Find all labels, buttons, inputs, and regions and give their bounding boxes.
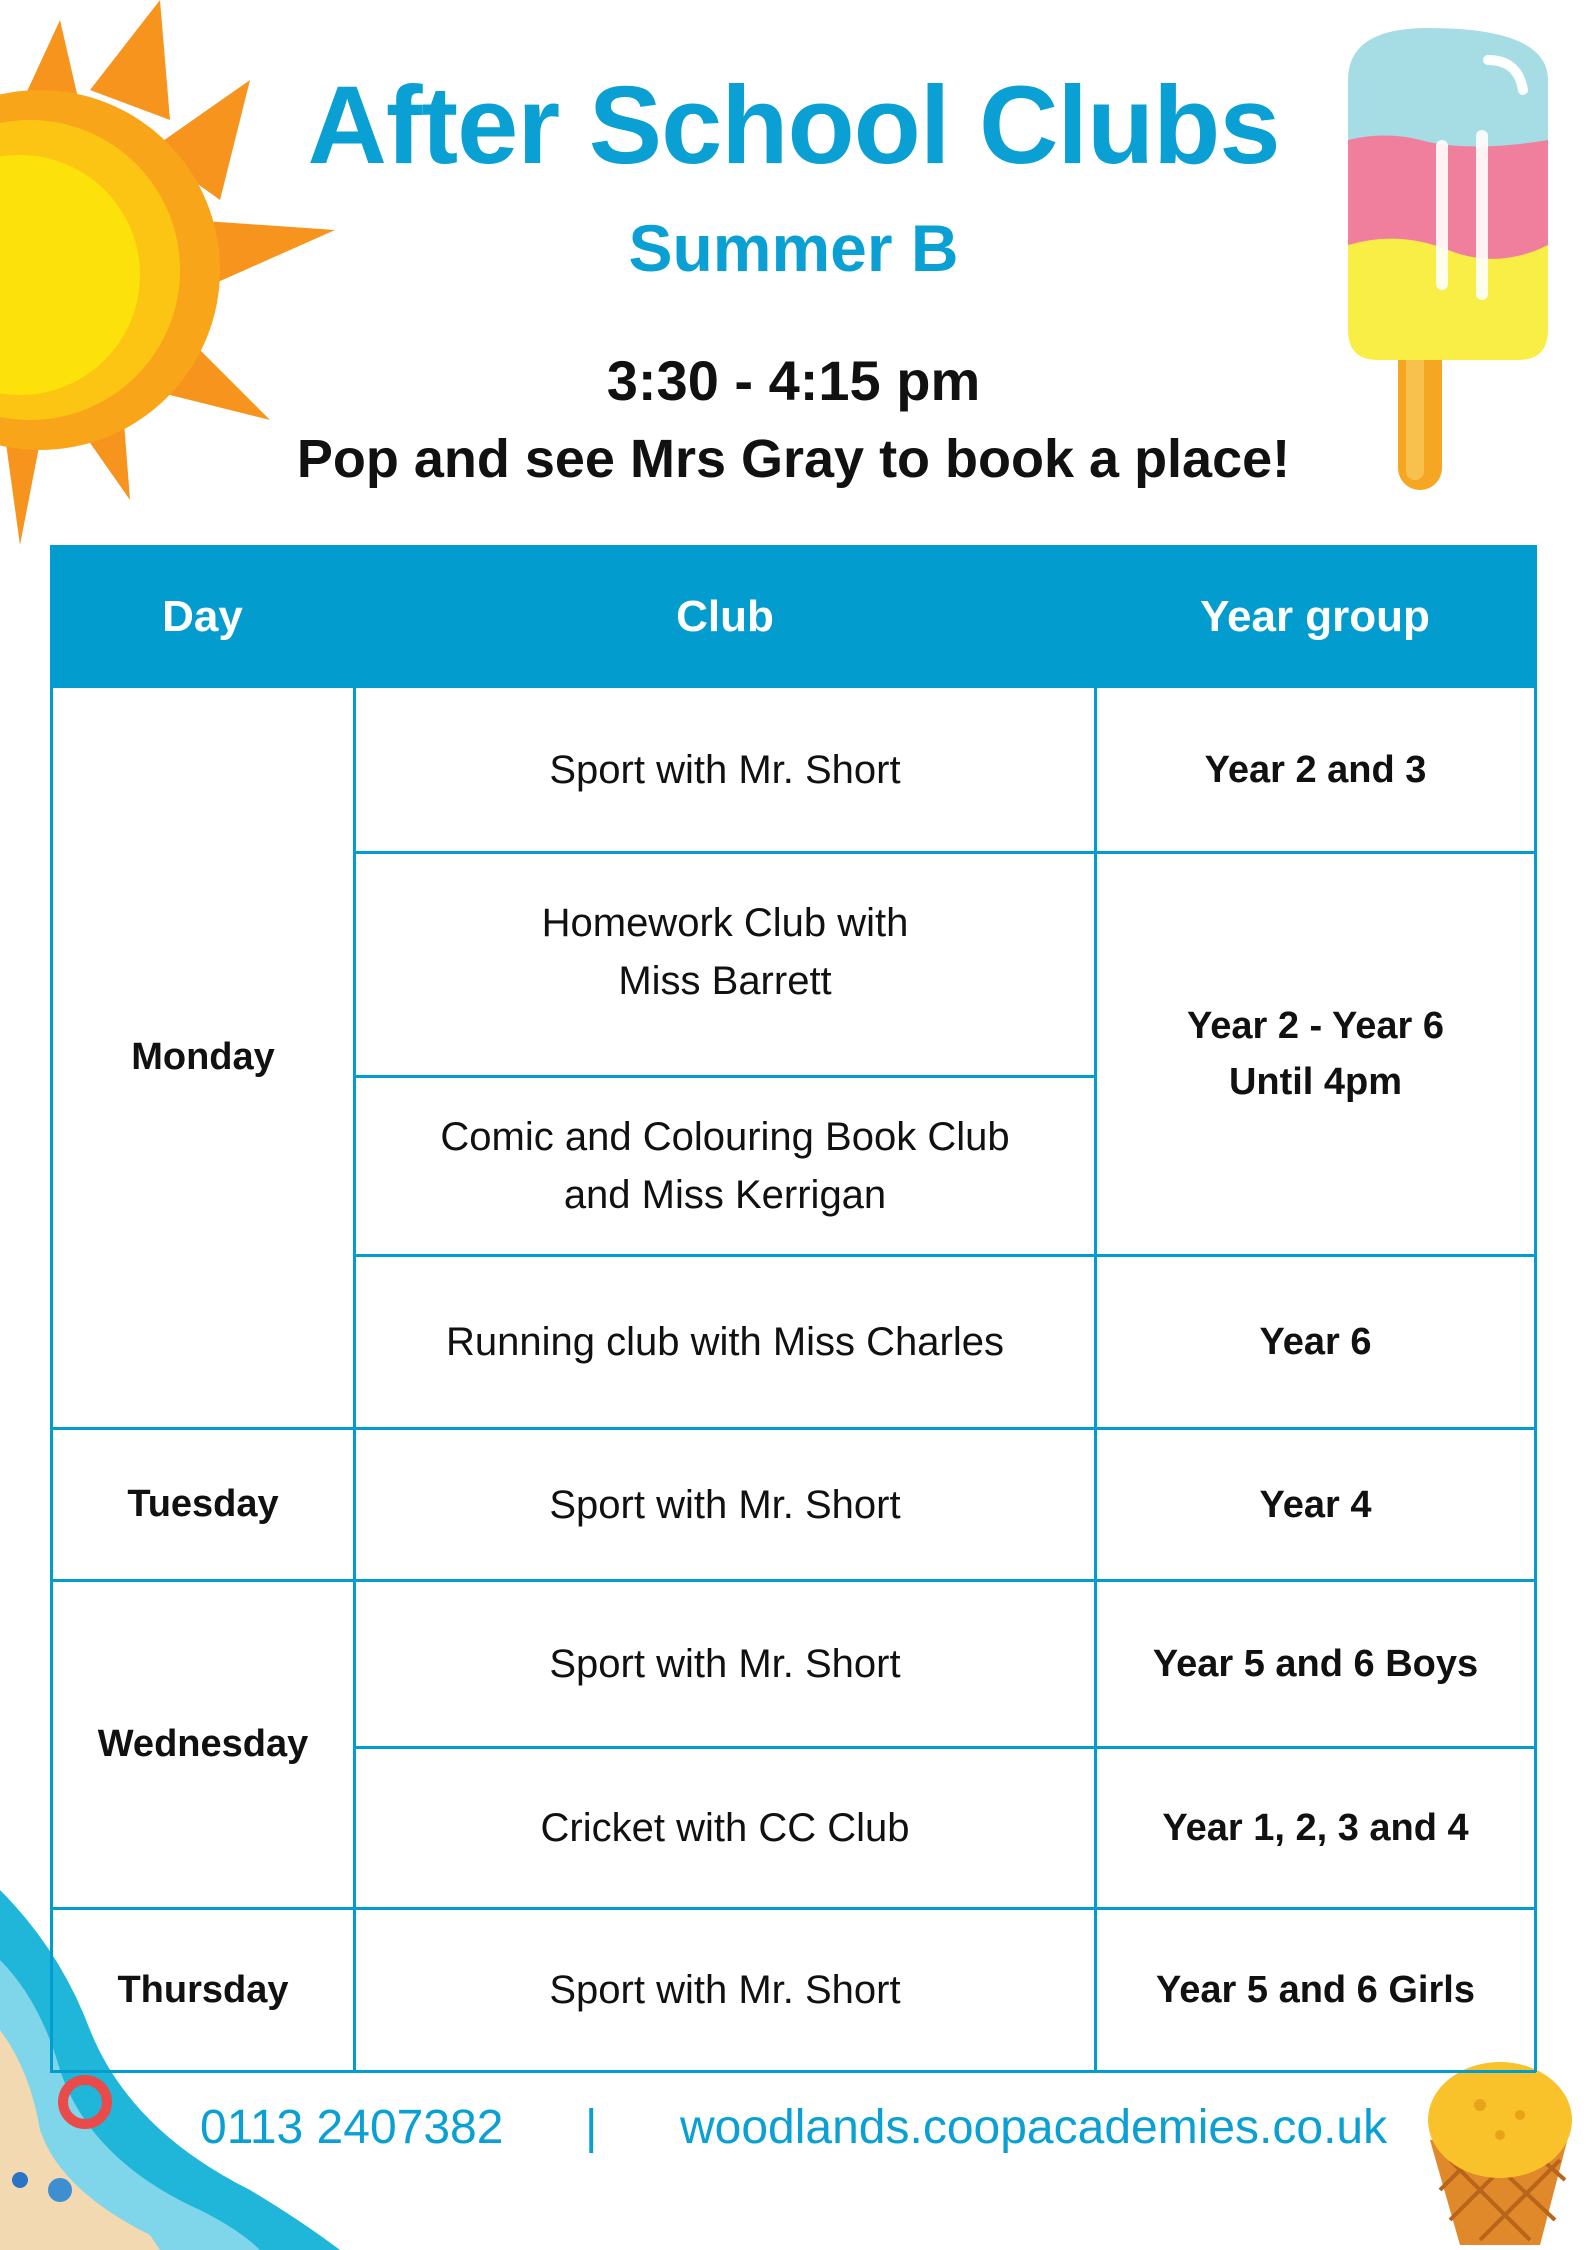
club-line: and Miss Kerrigan: [563, 1173, 887, 1217]
club-cell: Sport with Mr. Short: [549, 1642, 901, 1686]
year-group-cell: Year 5 and 6 Girls: [1156, 1969, 1475, 2011]
year-group-cell: [1097, 854, 1534, 1254]
year-group-line: Until 4pm: [1228, 1061, 1403, 1103]
year-group-cell: Year 6: [1259, 1321, 1372, 1363]
club-cell: [356, 1078, 1094, 1254]
table-border: [50, 2070, 1536, 2073]
day-cell-wednesday: Wednesday: [97, 1723, 309, 1765]
club-cell: Sport with Mr. Short: [549, 1968, 901, 2012]
day-cell-thursday: Thursday: [117, 1968, 289, 2011]
club-line: Miss Barrett: [618, 959, 832, 1003]
club-line: Comic and Colouring Book Club: [440, 1115, 1010, 1159]
club-cell: Sport with Mr. Short: [549, 1482, 901, 1527]
club-time: 3:30 - 4:15 pm: [606, 349, 981, 412]
header-day: Day: [162, 591, 243, 641]
year-group-cell: Year 4: [1259, 1483, 1372, 1526]
footer-phone: 0113 2407382: [200, 2101, 504, 2154]
year-group-cell: Year 1, 2, 3 and 4: [1162, 1807, 1469, 1849]
club-cell: Sport with Mr. Short: [549, 747, 901, 792]
page-subtitle: Summer B: [628, 211, 959, 285]
year-group-cell: Year 2 and 3: [1204, 748, 1427, 791]
ice-cream-cone-illustration: [1420, 2060, 1587, 2245]
year-group-cell: Year 5 and 6 Boys: [1152, 1643, 1479, 1685]
club-cell: Running club with Miss Charles: [445, 1320, 1004, 1364]
footer-separator: |: [585, 2101, 598, 2154]
page-title: After School Clubs: [307, 64, 1280, 187]
club-cell: [356, 854, 1094, 1075]
table-border: [1534, 688, 1537, 2072]
club-line: Homework Club with: [541, 901, 909, 945]
footer-website[interactable]: woodlands.coopacademies.co.uk: [680, 2101, 1388, 2154]
day-cell-monday: Monday: [131, 1036, 275, 1078]
header-year-group: Year group: [1200, 591, 1430, 641]
header-club: Club: [676, 591, 774, 641]
booking-note: Pop and see Mrs Gray to book a place!: [296, 429, 1291, 489]
day-cell-tuesday: Tuesday: [127, 1483, 279, 1525]
year-group-line: Year 2 - Year 6: [1186, 1005, 1445, 1047]
club-cell: Cricket with CC Club: [540, 1806, 910, 1850]
